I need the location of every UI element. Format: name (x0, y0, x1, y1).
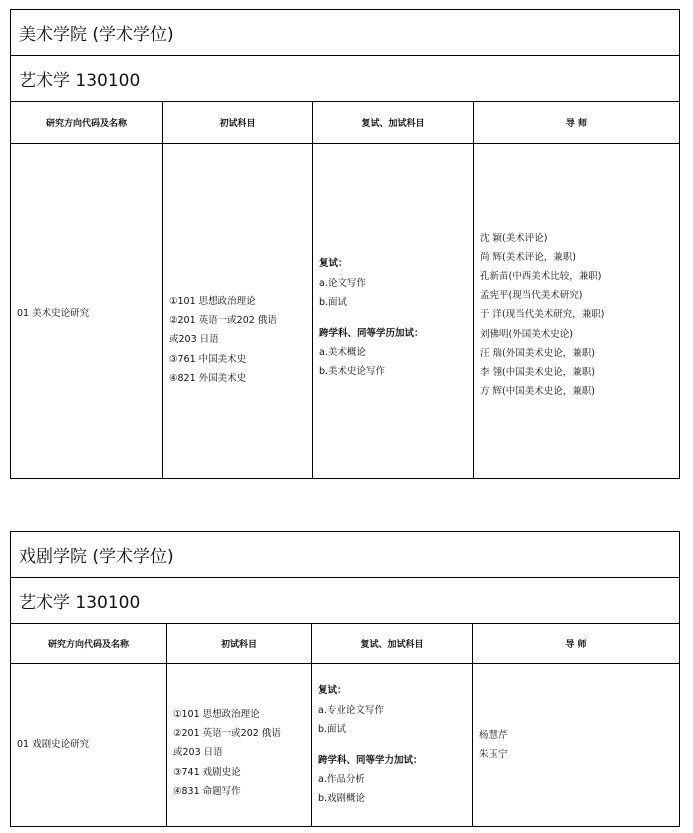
advisor: 朱玉宁 (479, 749, 508, 760)
exam-subject: 或203 日语 (173, 747, 223, 759)
college-block-fine-arts (10, 9, 680, 479)
addtest-label: 跨学科、同等学历加试： (319, 328, 424, 339)
advisor: 尚 辉(美术评论，兼职) (480, 251, 576, 263)
exam-subject: ④831 命题写作 (173, 785, 241, 797)
advisor: 孔新苗(中西美术比较，兼职) (480, 270, 602, 282)
advisor: 李 翎(中国美术史论，兼职) (480, 367, 595, 378)
retest-cell (313, 144, 474, 478)
header-direction: 研究方向代码及名称 (11, 624, 167, 663)
exam-subject: ②201 英语一或202 俄语 (173, 728, 281, 740)
header-advisors: 导 师 (565, 119, 588, 129)
exam-subjects-cell (163, 144, 313, 478)
retest-label: 复试： (319, 258, 348, 270)
advisor: 杨慧芹 (479, 729, 508, 741)
header-retest-subjects: 复试、加试科目 (312, 624, 473, 663)
addtest-item: a.美术概论 (319, 347, 366, 359)
exam-subjects-cell (167, 664, 312, 826)
addtest-item: a.作品分析 (318, 774, 365, 786)
major-title: 艺术学 130100 (11, 578, 679, 624)
header-direction: 研究方向代码及名称 (11, 102, 163, 143)
advisor: 于 洋(现当代美术研究，兼职) (480, 309, 605, 321)
retest-label: 复试： (318, 685, 347, 697)
table-header-row (11, 102, 679, 144)
advisor: 刘佛明(外国美术史论) (480, 328, 573, 340)
exam-subject: ③741 戏剧史论 (173, 766, 241, 778)
retest-item: a.论文写作 (319, 277, 366, 289)
retest-cell (312, 664, 473, 826)
retest-item: a.专业论文写作 (318, 704, 384, 716)
exam-subject: ③761 中国美术史 (169, 353, 247, 365)
college-block-drama (10, 531, 680, 827)
exam-subject: 或203 日语 (169, 334, 219, 346)
college-title: 美术学院 (学术学位) (11, 10, 679, 56)
retest-item: b.面试 (318, 723, 347, 735)
table-header-row (11, 624, 679, 664)
addtest-label: 跨学科、同等学力加试： (318, 755, 423, 766)
exam-subject: ④821 外国美术史 (169, 372, 247, 384)
advisors-cell (474, 144, 679, 478)
advisor: 孟宪平(现当代美术研究) (480, 290, 583, 302)
college-title: 戏剧学院 (学术学位) (11, 532, 679, 578)
header-exam-subjects: 初试科目 (163, 102, 313, 143)
major-title: 艺术学 130100 (11, 56, 679, 102)
addtest-item: b.美术史论写作 (319, 366, 386, 378)
direction-cell (11, 144, 163, 478)
exam-subject: ①101 思想政治理论 (169, 295, 256, 307)
exam-subject: ②201 英语一或202 俄语 (169, 315, 277, 327)
header-advisors: 导 师 (565, 640, 587, 650)
table-row (11, 664, 679, 826)
advisors-cell (473, 664, 679, 826)
advisor: 沈 颖(美术评论) (480, 232, 548, 244)
header-exam-subjects: 初试科目 (167, 624, 312, 663)
exam-subject: ①101 思想政治理论 (173, 708, 260, 720)
addtest-item: b.戏剧概论 (318, 793, 366, 805)
retest-item: b.面试 (319, 296, 348, 308)
table-row (11, 144, 679, 478)
advisor: 方 辉(中国美术史论，兼职) (480, 386, 595, 398)
direction-name: 01 戏剧史论研究 (17, 739, 90, 751)
direction-name: 01 美术史论研究 (17, 308, 90, 320)
header-retest-subjects: 复试、加试科目 (313, 102, 474, 143)
direction-cell (11, 664, 167, 826)
advisor: 汪 瑞(外国美术史论，兼职) (480, 347, 595, 359)
